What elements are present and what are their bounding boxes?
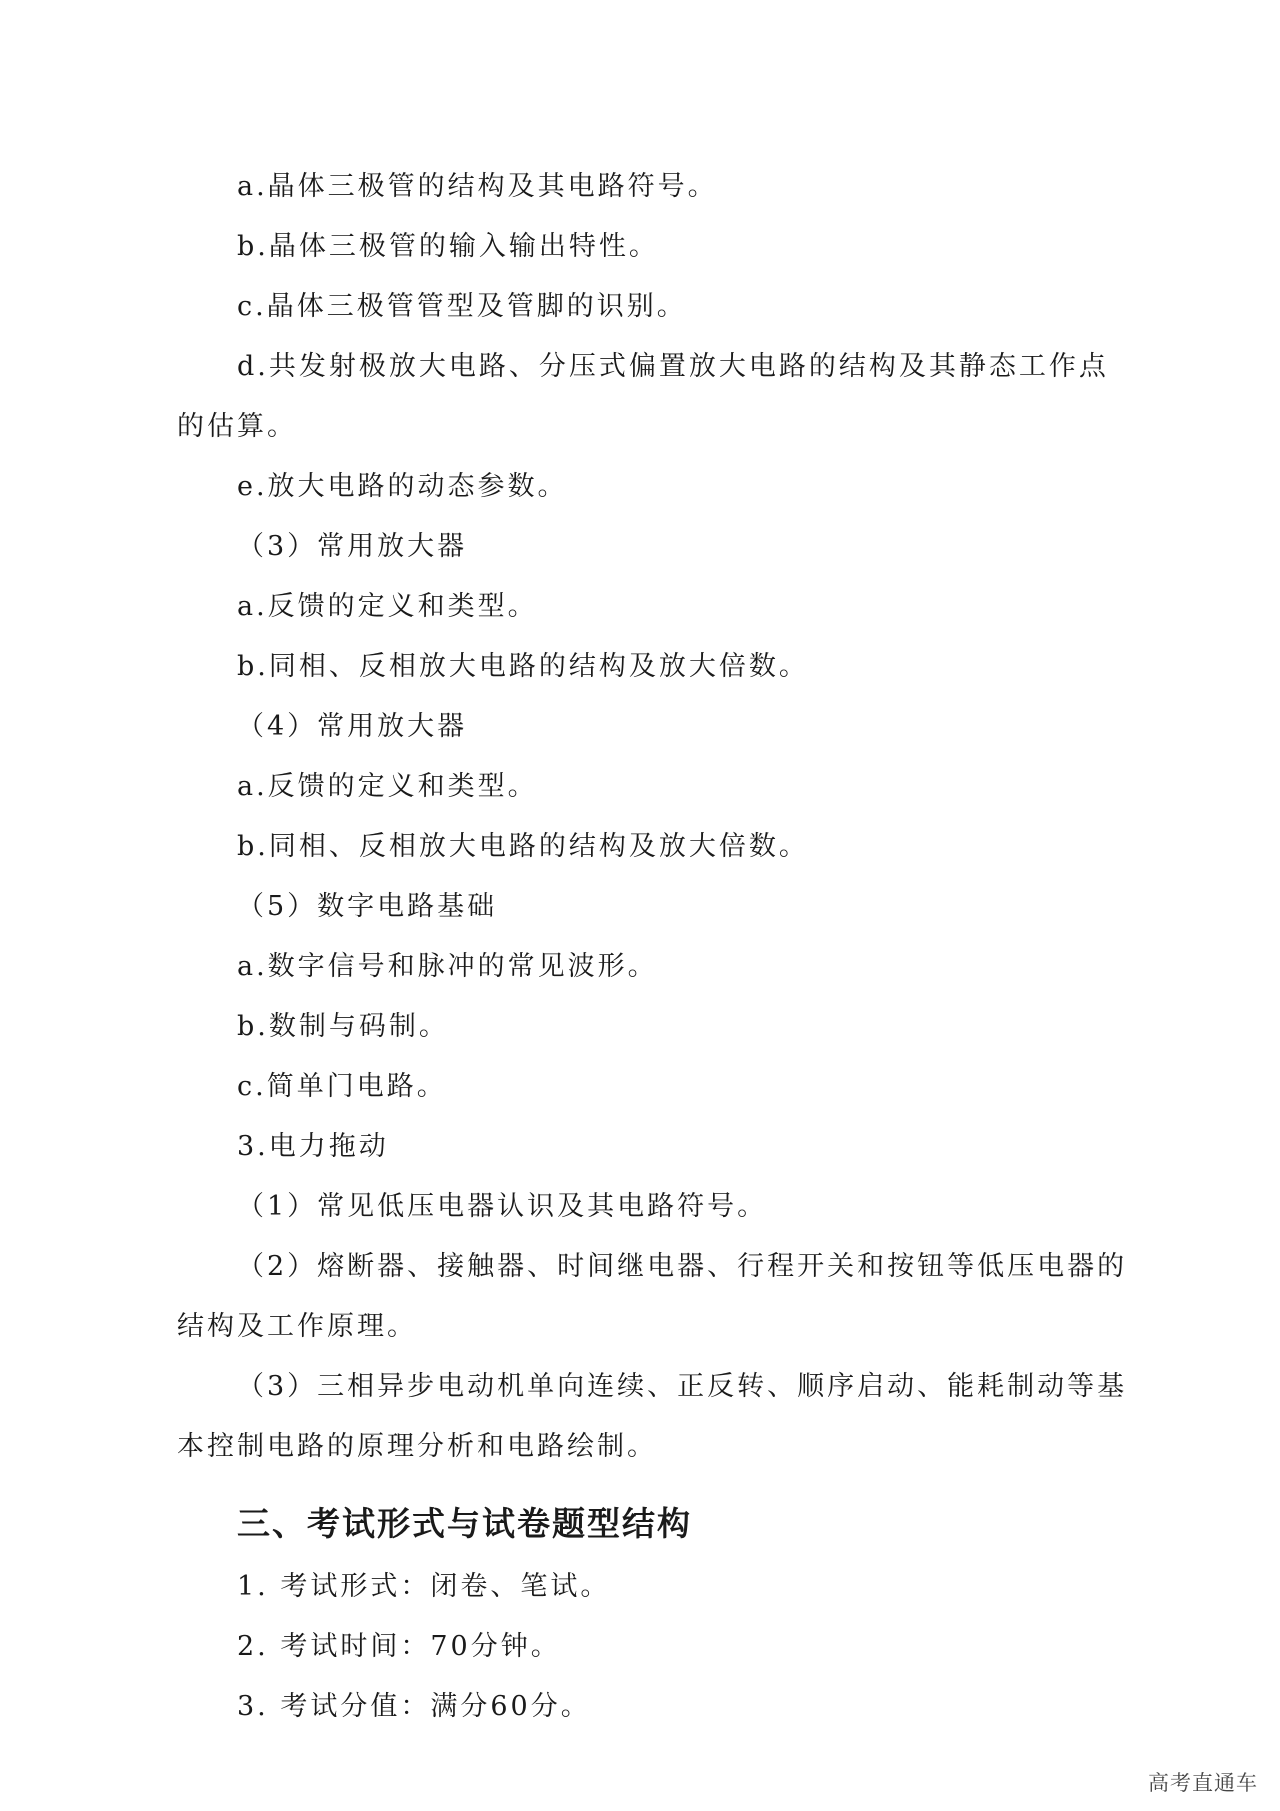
- subsection-heading: （3）常用放大器: [237, 531, 468, 562]
- list-item-continuation: 的估算。: [177, 411, 297, 442]
- list-item: a.数字信号和脉冲的常见波形。: [237, 951, 658, 982]
- list-item: c.晶体三极管管型及管脚的识别。: [237, 291, 687, 322]
- subsection-heading: （4）常用放大器: [237, 711, 468, 742]
- section-heading: 3.电力拖动: [237, 1131, 389, 1162]
- subsection-heading: （5）数字电路基础: [237, 891, 498, 922]
- list-item-continuation: 结构及工作原理。: [177, 1311, 417, 1342]
- list-item: b.晶体三极管的输入输出特性。: [237, 231, 659, 262]
- list-item: b.同相、反相放大电路的结构及放大倍数。: [237, 651, 809, 682]
- section-title: 三、考试形式与试卷题型结构: [237, 1504, 692, 1543]
- exam-item: 3. 考试分值：满分60分。: [237, 1691, 591, 1722]
- list-item: a.反馈的定义和类型。: [237, 591, 538, 622]
- list-item: b.数制与码制。: [237, 1011, 449, 1042]
- list-item: c.简单门电路。: [237, 1071, 447, 1102]
- list-item: a.晶体三极管的结构及其电路符号。: [237, 171, 718, 202]
- exam-item: 2. 考试时间：70分钟。: [237, 1631, 561, 1662]
- list-item: （2）熔断器、接触器、时间继电器、行程开关和按钮等低压电器的: [237, 1251, 1128, 1282]
- list-item: d.共发射极放大电路、分压式偏置放大电路的结构及其静态工作点: [237, 351, 1109, 382]
- list-item: b.同相、反相放大电路的结构及放大倍数。: [237, 831, 809, 862]
- list-item: （1）常见低压电器认识及其电路符号。: [237, 1191, 768, 1222]
- list-item: e.放大电路的动态参数。: [237, 471, 568, 502]
- list-item: a.反馈的定义和类型。: [237, 771, 538, 802]
- exam-item: 1. 考试形式：闭卷、笔试。: [237, 1571, 611, 1602]
- list-item: （3）三相异步电动机单向连续、正反转、顺序启动、能耗制动等基: [237, 1371, 1128, 1402]
- list-item-continuation: 本控制电路的原理分析和电路绘制。: [177, 1431, 657, 1462]
- watermark: 高考直通车: [1148, 1771, 1258, 1795]
